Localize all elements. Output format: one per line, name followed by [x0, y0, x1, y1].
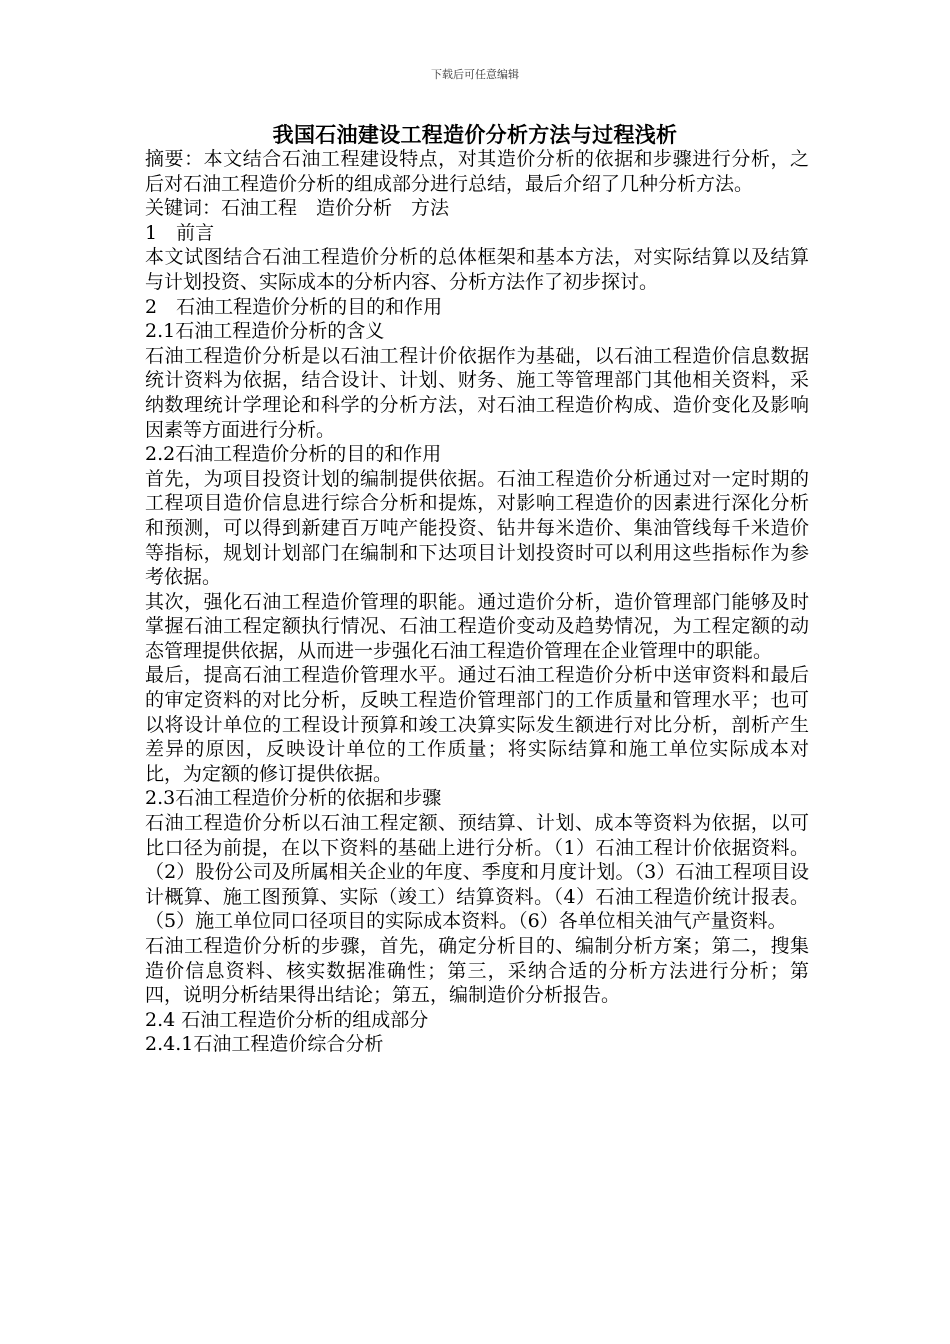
- section-heading-2: 2 石油工程造价分析的目的和作用: [145, 295, 443, 318]
- body-paragraph: 石油工程造价分析是以石油工程计价依据作为基础，以石油工程造价信息数据统计资料为依据，结合设计、计划、财务、施工等管理部门其他相关资料，采纳数理统计学理论和科学的分析方法，对石油工程造价构成、造价变化及影响因素等方面进行分析。: [145, 344, 809, 441]
- keywords-line: 关键词：石油工程 造价分析 方法: [145, 197, 450, 220]
- body-paragraph: 石油工程造价分析以石油工程定额、预结算、计划、成本等资料为依据，以可比口径为前提，在以下资料的基础上进行分析。（1）石油工程计价依据资料。（2）股份公司及所属相关企业的年度、季度和月度计划。（3）石油工程项目设计概算、施工图预算、实际（竣工）结算资料。（4）石油工程造价统计报表。（5）施工单位同口径项目的实际成本资料。（6）各单位相关油气产量资料。: [145, 812, 809, 933]
- subsection-heading-2-3: 2.3石油工程造价分析的依据和步骤: [145, 787, 442, 810]
- subsection-heading-2-2: 2.2石油工程造价分析的目的和作用: [145, 443, 442, 466]
- abstract-paragraph: 摘要：本文结合石油工程建设特点，对其造价分析的依据和步骤进行分析，之后对石油工程造价分析的组成部分进行总结，最后介绍了几种分析方法。: [145, 148, 809, 195]
- document-title: 我国石油建设工程造价分析方法与过程浅析: [272, 122, 678, 147]
- subsection-heading-2-4: 2.4 石油工程造价分析的组成部分: [145, 1008, 429, 1031]
- subsection-heading-2-1: 2.1石油工程造价分析的含义: [145, 320, 385, 343]
- body-paragraph: 首先，为项目投资计划的编制提供依据。石油工程造价分析通过对一定时期的工程项目造价信息进行综合分析和提炼，对影响工程造价的因素进行深化分析和预测，可以得到新建百万吨产能投资、钻井每米造价、集油管线每千米造价等指标，规划计划部门在编制和下达项目计划投资时可以利用这些指标作为参考依据。: [145, 467, 809, 589]
- header-note: 下载后可任意编辑: [431, 68, 519, 81]
- subsection-heading-2-4-1: 2.4.1石油工程造价综合分析: [145, 1033, 384, 1056]
- body-paragraph: 最后，提高石油工程造价管理水平。通过石油工程造价分析中送审资料和最后的审定资料的对比分析，反映工程造价管理部门的工作质量和管理水平；也可以将设计单位的工程设计预算和竣工决算实际发生额进行对比分析，剖析产生差异的原因，反映设计单位的工作质量；将实际结算和施工单位实际成本对比，为定额的修订提供依据。: [145, 664, 809, 785]
- document-body: [145, 147, 809, 1057]
- section-heading-1: 1 前言: [145, 221, 215, 244]
- body-paragraph: 石油工程造价分析的步骤，首先，确定分析目的、编制分析方案；第二，搜集造价信息资料、核实数据准确性；第三，采纳合适的分析方法进行分析；第四，说明分析结果得出结论；第五，编制造价分析报告。: [145, 935, 809, 1007]
- body-paragraph: 本文试图结合石油工程造价分析的总体框架和基本方法，对实际结算以及结算与计划投资、实际成本的分析内容、分析方法作了初步探讨。: [145, 246, 809, 293]
- body-paragraph: 其次，强化石油工程造价管理的职能。通过造价分析，造价管理部门能够及时掌握石油工程定额执行情况、石油工程造价变动及趋势情况，为工程定额的动态管理提供依据，从而进一步强化石油工程造价管理在企业管理中的职能。: [145, 590, 809, 662]
